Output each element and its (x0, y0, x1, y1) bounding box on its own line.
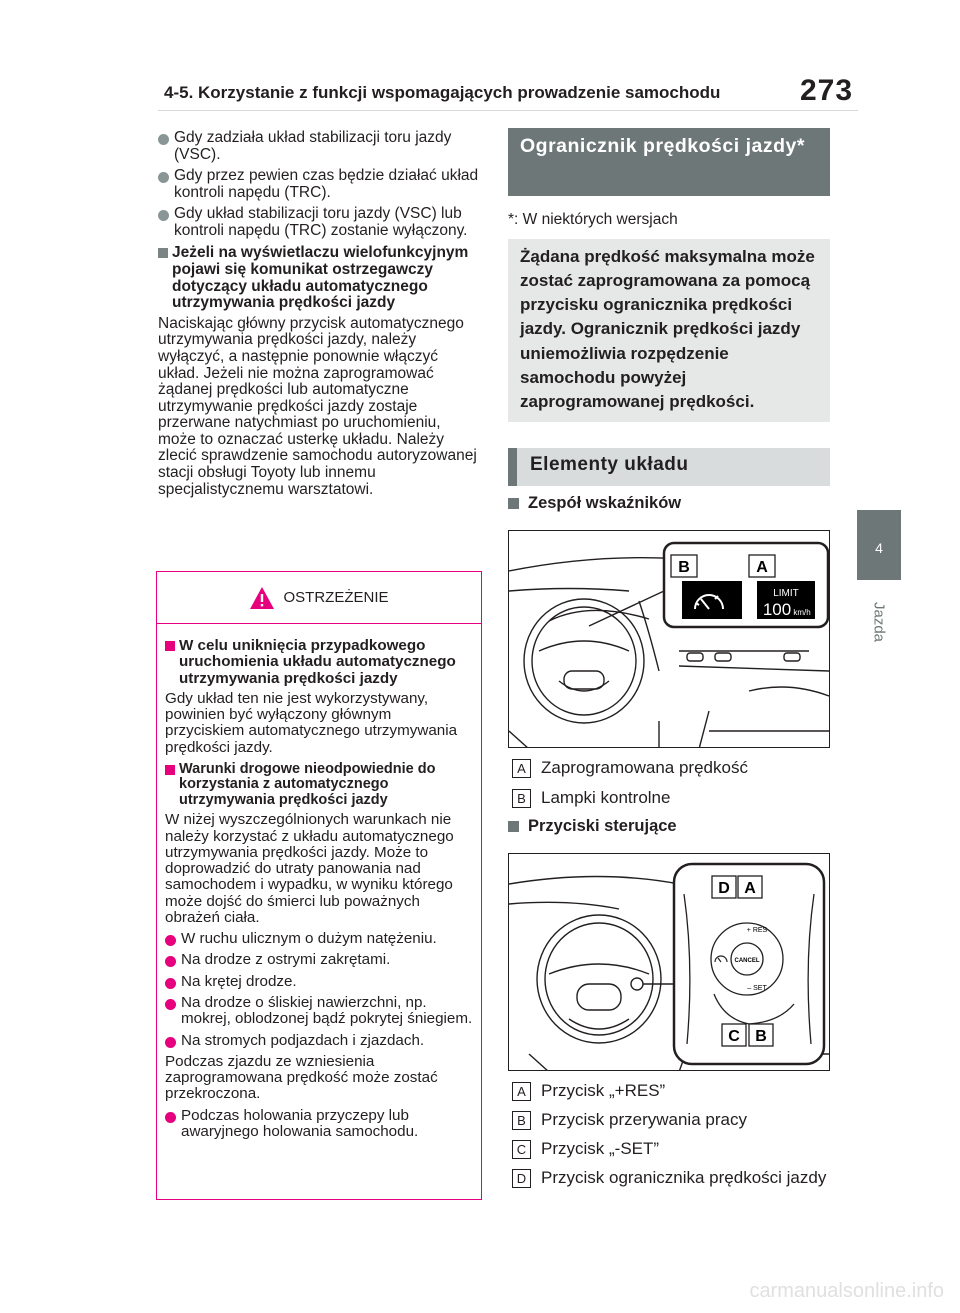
list-item: Na krętej drodze. (165, 974, 473, 990)
warning-heading: W celu uniknięcia przypadkowego uruchomienia układu automatycznego utrzymywania prędkości jazdy (165, 638, 473, 687)
list-item: Na stromych podjazdach i zjazdach. (165, 1033, 473, 1049)
warning-title: OSTRZEŻENIE (283, 589, 389, 606)
list-item: Podczas holowania przyczepy lub awaryjnego holowania samochodu. (165, 1108, 473, 1141)
legend-text: Przycisk „+RES” (541, 1081, 666, 1100)
warning-box (156, 571, 482, 1200)
legend-item (512, 757, 831, 780)
list-item: W ruchu ulicznym o dużym natężeniu. (165, 931, 473, 947)
callout-a: A (744, 880, 756, 897)
section-bar (508, 448, 517, 486)
figure-control-buttons (508, 853, 830, 1071)
legend-item (512, 1167, 831, 1190)
list-item: Gdy zadziała układ stabilizacji toru jazdy (VSC). (158, 130, 480, 163)
list-item: Gdy przez pewien czas będzie działać układ kontroli napędu (TRC). (158, 168, 480, 201)
list-item: Na drodze z ostrymi zakrętami. (165, 952, 473, 968)
section-heading: Jeżeli na wyświetlaczu wielofunkcyjnym pojawi się komunikat ostrzegawczy dotyczący układu automatycznego utrzymywania prędkości jazdy (158, 245, 480, 311)
paragraph: W niżej wyszczególnionych warunkach nie należy korzystać z układu automatycznego utrzymywania prędkości jazdy. Może to doprowadzić do utraty panowania nad samochodem i wypadku, w wyniku którego może dojść do śmierci lub poważnych obrażeń ciała. (165, 811, 454, 926)
limit-unit: km/h (793, 608, 811, 617)
legend-text: Przycisk przerywania pracy (541, 1110, 747, 1129)
callout-c: C (728, 1028, 740, 1045)
section-title: Ogranicznik prędkości jazdy* (508, 128, 830, 196)
legend-item (512, 1109, 831, 1132)
cancel-button-label: CANCEL (734, 958, 760, 964)
limit-label: LIMIT (773, 588, 799, 599)
legend-text: Przycisk ogranicznika prędkości jazdy (541, 1168, 827, 1187)
chapter-number: 4 (875, 540, 883, 556)
legend-item (512, 1080, 831, 1103)
legend-letter: A (512, 759, 531, 778)
limit-value: 100 (762, 600, 792, 619)
paragraph: Naciskając główny przycisk automatycznego utrzymywania prędkości jazdy, należy wyłączyć, a następnie ponownie włączyć układ. Jeżeli nie można zaprogramować żądanej prędkości lub automatyczne utrzymywanie prędkości jazdy zostaje przerwane natychmiast po uruchomieniu, może to oznaczać usterkę układu. Należy zlecić sprawdzenie samochodu autoryzowanej stacji obsługi Toyoty lub innemu specjalistycznemu warsztatowi. (158, 314, 477, 498)
list-item: Gdy układ stabilizacji toru jazdy (VSC) lub kontroli napędu (TRC) zostanie wyłączony. (158, 206, 480, 239)
subheading-instrument-cluster: Zespół wskaźników (508, 494, 681, 513)
section-title-2-text: Elementy układu (530, 454, 689, 475)
legend-item (512, 1138, 831, 1161)
legend-letter: D (512, 1169, 531, 1188)
warning-body (157, 624, 481, 1140)
legend-text: Lampki kontrolne (541, 788, 671, 807)
legend-text: Przycisk „-SET” (541, 1139, 660, 1158)
legend-text: Zaprogramowana prędkość (541, 758, 748, 777)
intro-box: Żądana prędkość maksymalna może zostać zaprogramowana za pomocą przycisku ogranicznika prędkości jazdy. Ogranicznik prędkości jazdy uniemożliwia rozpędzenie samochodu powyżej zaprogramowanej prędkości. (508, 239, 830, 422)
section-title-2 (508, 448, 830, 486)
footnote: *: W niektórych wersjach (508, 211, 678, 228)
callout-d: D (718, 880, 730, 897)
legend-letter: C (512, 1140, 531, 1159)
legend-letter: A (512, 1082, 531, 1101)
callout-b: B (678, 559, 690, 576)
set-button-label: – SET (747, 985, 767, 992)
dashboard-illustration (509, 531, 830, 748)
res-button-label: + RES (746, 927, 768, 934)
warning-subheading: Warunki drogowe nieodpowiednie do korzystania z automatycznego utrzymywania prędkości jazdy (165, 762, 473, 809)
legend-item (512, 787, 831, 810)
chapter-label (862, 592, 896, 652)
warning-header (157, 572, 481, 624)
paragraph: Podczas zjazdu ze wzniesienia zaprogramowana prędkość może zostać przekroczona. (165, 1052, 438, 1103)
legend-letter: B (512, 1111, 531, 1130)
callout-b: B (755, 1028, 767, 1045)
paragraph: Gdy układ ten nie jest wykorzystywany, powinien być wyłączony głównym przyciskiem automatycznego utrzymywania prędkości jazdy. (165, 689, 458, 756)
header-divider (158, 110, 858, 111)
chapter-label-text: Jazda (870, 601, 888, 643)
header-title: 4-5. Korzystanie z funkcji wspomagających prowadzenie samochodu (164, 83, 721, 102)
steering-wheel-illustration (509, 854, 830, 1071)
subheading-control-buttons: Przyciski sterujące (508, 817, 677, 836)
legend-letter: B (512, 789, 531, 808)
list-item: Na drodze o śliskiej nawierzchni, np. mokrej, oblodzonej bądź pokrytej śniegiem. (165, 995, 473, 1028)
warning-triangle-icon (249, 586, 275, 610)
watermark: carmanualsonline.info (749, 1280, 944, 1302)
figure-instrument-cluster (508, 530, 830, 748)
callout-a: A (756, 559, 768, 576)
left-column (158, 130, 480, 503)
page-number: 273 (800, 74, 854, 107)
chapter-tab (857, 510, 901, 580)
